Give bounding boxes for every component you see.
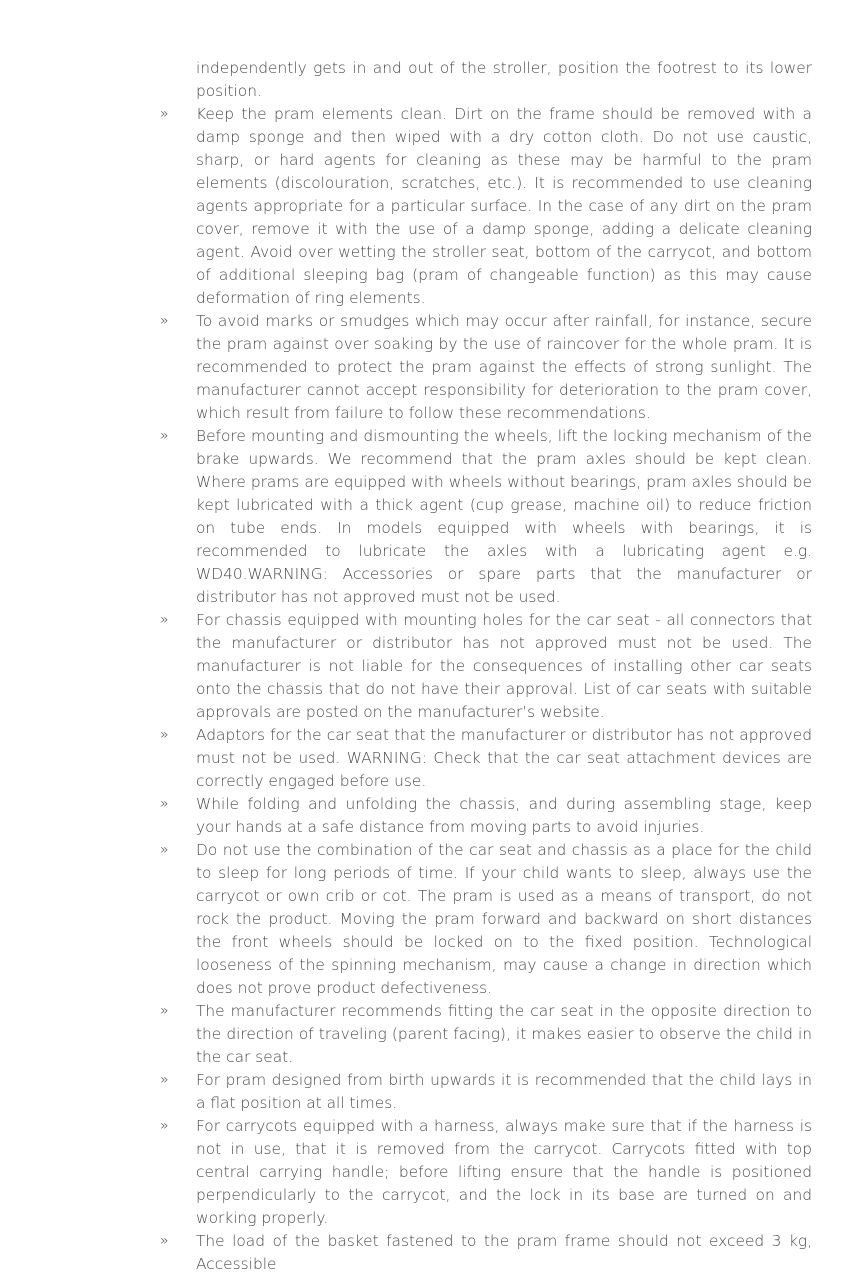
bullet-icon: » <box>160 1003 169 1019</box>
bullet-icon: » <box>160 1072 169 1088</box>
list-item-text: For carrycots equipped with a harness, always make sure that if the harness is not in use, that it is removed from the carrycot. Carrycots fitted with top central carrying handle; before lifting ensure that the handle is positioned perpendicularly to the carrycot, and the lock in its base are turned on and working properly. <box>196 1117 812 1227</box>
list-item-text: While folding and unfolding the chassis, and during assembling stage, keep your hands at a safe distance from moving parts to avoid injuries. <box>196 795 812 836</box>
list-item <box>160 1000 812 1069</box>
bullet-icon: » <box>160 796 169 812</box>
list-item-text: For pram designed from birth upwards it is recommended that the child lays in a flat position at all times. <box>196 1071 812 1112</box>
list-item <box>160 1115 812 1230</box>
list-item-text: The manufacturer recommends fitting the car seat in the opposite direction to the direction of traveling (parent facing), it makes easier to observe the child in the car seat. <box>196 1002 812 1066</box>
list-item-text: For chassis equipped with mounting holes for the car seat - all connectors that the manufacturer or distributor has not approved must not be used. The manufacturer is not liable for the consequences of installing other car seats onto the chassis that do not have their approval. List of car seats with suitable approvals are posted on the manufacturer’s website. <box>196 611 812 721</box>
list-item <box>160 1230 812 1276</box>
list-item-text: Do not use the combination of the car seat and chassis as a place for the child to sleep for long periods of time. If your child wants to sleep, always use the carrycot or own crib or cot. The pram is used as a means of transport, do not rock the product. Moving the pram forward and backward on short distances the front wheels should be locked on to the fixed position. Technological looseness of the spinning mechanism, may cause a change in direction which does not prove product defectiveness. <box>196 841 812 997</box>
continuation-paragraph <box>160 57 812 103</box>
list-item-text: Adaptors for the car seat that the manufacturer or distributor has not approved must not be used. WARNING: Check that the car seat attachment devices are correctly engaged before use. <box>196 726 812 790</box>
list-item <box>160 609 812 724</box>
list-item <box>160 839 812 1000</box>
list-item <box>160 425 812 609</box>
list-item-text: Before mounting and dismounting the wheels, lift the locking mechanism of the brake upwards. We recommend that the pram axles should be kept clean. Where prams are equipped with wheels without bearings, pram axles should be kept lubricated with a thick agent (cup grease, machine oil) to reduce friction on tube ends. In models equipped with wheels with bearings, it is recommended to lubricate the axles with a lubricating agent e.g. WD40.WARNING: Accessories or spare parts that the manufacturer or distributor has not approved must not be used. <box>196 427 812 606</box>
list-item <box>160 310 812 425</box>
list-item <box>160 103 812 310</box>
bullet-icon: » <box>160 428 169 444</box>
bullet-icon: » <box>160 1118 169 1134</box>
bullet-icon: » <box>160 727 169 743</box>
instructions-text <box>160 57 812 1276</box>
bullet-icon: » <box>160 313 169 329</box>
list-item-text: To avoid marks or smudges which may occur after rainfall, for instance, secure the pram against over soaking by the use of raincover for the whole pram. It is recommended to protect the pram against the effects of strong sunlight. The manufacturer cannot accept responsibility for deterioration to the pram cover, which result from failure to follow these recommendations. <box>196 312 812 422</box>
list-item <box>160 1069 812 1115</box>
bullet-icon: » <box>160 1233 169 1249</box>
bullet-icon: » <box>160 612 169 628</box>
list-item-text: Keep the pram elements clean. Dirt on the frame should be removed with a damp sponge and then wiped with a dry cotton cloth. Do not use caustic, sharp, or hard agents for cleaning as these may be harmful to the pram elements (discolouration, scratches, etc.). It is recommended to use cleaning agents appropriate for a particular surface. In the case of any dirt on the pram cover, remove it with the use of a damp sponge, adding a delicate cleaning agent. Avoid over wetting the stroller seat, bottom of the carrycot, and bottom of additional sleeping bag (pram of changeable function) as this may cause deformation of ring elements. <box>196 105 812 307</box>
bullet-icon: » <box>160 842 169 858</box>
paragraph-text: independently gets in and out of the stroller, position the footrest to its lower position. <box>196 59 812 100</box>
list-item-text: The load of the basket fastened to the pram frame should not exceed 3 kg, Accessible <box>196 1232 812 1273</box>
list-item <box>160 724 812 793</box>
list-item <box>160 793 812 839</box>
bullet-icon: » <box>160 106 169 122</box>
